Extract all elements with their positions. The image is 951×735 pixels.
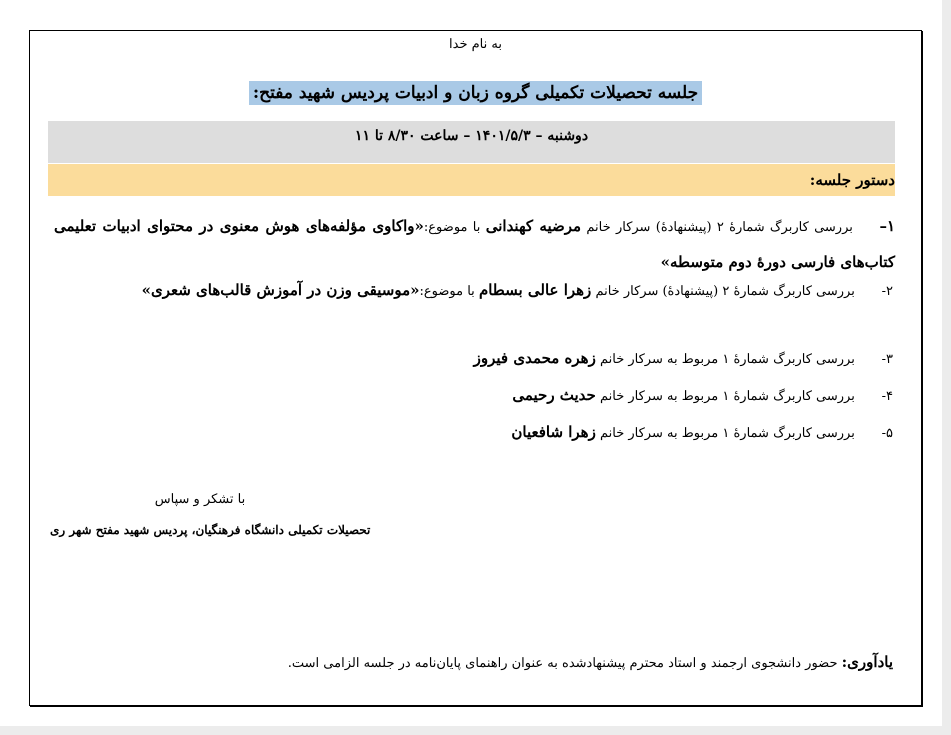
item-text: بررسی کاربرگ شمارهٔ ۱ مربوط به سرکار خانم xyxy=(599,426,855,441)
item-topic: «واکاوی مؤلفه‌های هوش معنوی در محتوای ادبیات تعلیمی کتاب‌های فارسی دورهٔ دوم متوسطه» xyxy=(54,217,895,271)
item-number: ۴- xyxy=(881,389,893,404)
item-text: بررسی کاربرگ شمارهٔ ۲ (پیشنهادهٔ) سرکار خانم xyxy=(586,220,853,235)
agenda-item-2 xyxy=(142,281,893,299)
item-person: زهرا شافعیان xyxy=(511,423,596,441)
item-topic: «موسیقی وزن در آموزش قالب‌های شعری» xyxy=(141,281,420,299)
item-text: بررسی کاربرگ شمارهٔ ۱ مربوط به سرکار خانم xyxy=(599,352,855,367)
item-person: مرضیه کهندانی xyxy=(485,217,582,235)
agenda-item-5 xyxy=(511,423,893,441)
item-person: زهره محمدی فیروز xyxy=(473,349,596,367)
signature: تحصیلات تکمیلی دانشگاه فرهنگیان، پردیس شهید مفتح شهر ری xyxy=(50,523,371,537)
agenda-item-3 xyxy=(474,349,893,367)
reminder-text: حضور دانشجوی ارجمند و استاد محترم پیشنهادشده به عنوان راهنمای پایان‌نامه در جلسه الزامی است. xyxy=(287,656,838,671)
item-person: حدیث رحیمی xyxy=(512,386,596,404)
agenda-heading-text: دستور جلسه: xyxy=(809,171,895,189)
item-topic-label: با موضوع: xyxy=(423,220,481,235)
item-topic-label: با موضوع: xyxy=(419,284,475,299)
item-person: زهرا عالی بسطام xyxy=(478,281,592,299)
document-frame xyxy=(29,30,922,706)
item-text: بررسی کاربرگ شمارهٔ ۱ مربوط به سرکار خانم xyxy=(599,389,855,404)
title-wrap xyxy=(30,81,921,105)
page-title: جلسه تحصیلات تکمیلی گروه زبان و ادبیات پردیس شهید مفتح: xyxy=(249,81,702,105)
agenda-heading xyxy=(48,164,895,196)
agenda-item-4 xyxy=(512,386,893,404)
reminder xyxy=(288,653,893,671)
basmala: به نام خدا xyxy=(449,37,502,52)
item-text: بررسی کاربرگ شمارهٔ ۲ (پیشنهادهٔ) سرکار خانم xyxy=(595,284,855,299)
item-number: ۱– xyxy=(879,217,896,235)
item-number: ۲- xyxy=(881,284,893,299)
item-number: ۵- xyxy=(881,426,893,441)
agenda-item-1 xyxy=(54,209,895,281)
thanks-line: با تشکر و سپاس xyxy=(154,492,246,507)
reminder-label: یادآوری: xyxy=(841,653,893,671)
item-number: ۳- xyxy=(881,352,893,367)
date-line: دوشنبه – ۱۴۰۱/۵/۳ – ساعت ۸/۳۰ تا ۱۱ xyxy=(48,121,895,163)
